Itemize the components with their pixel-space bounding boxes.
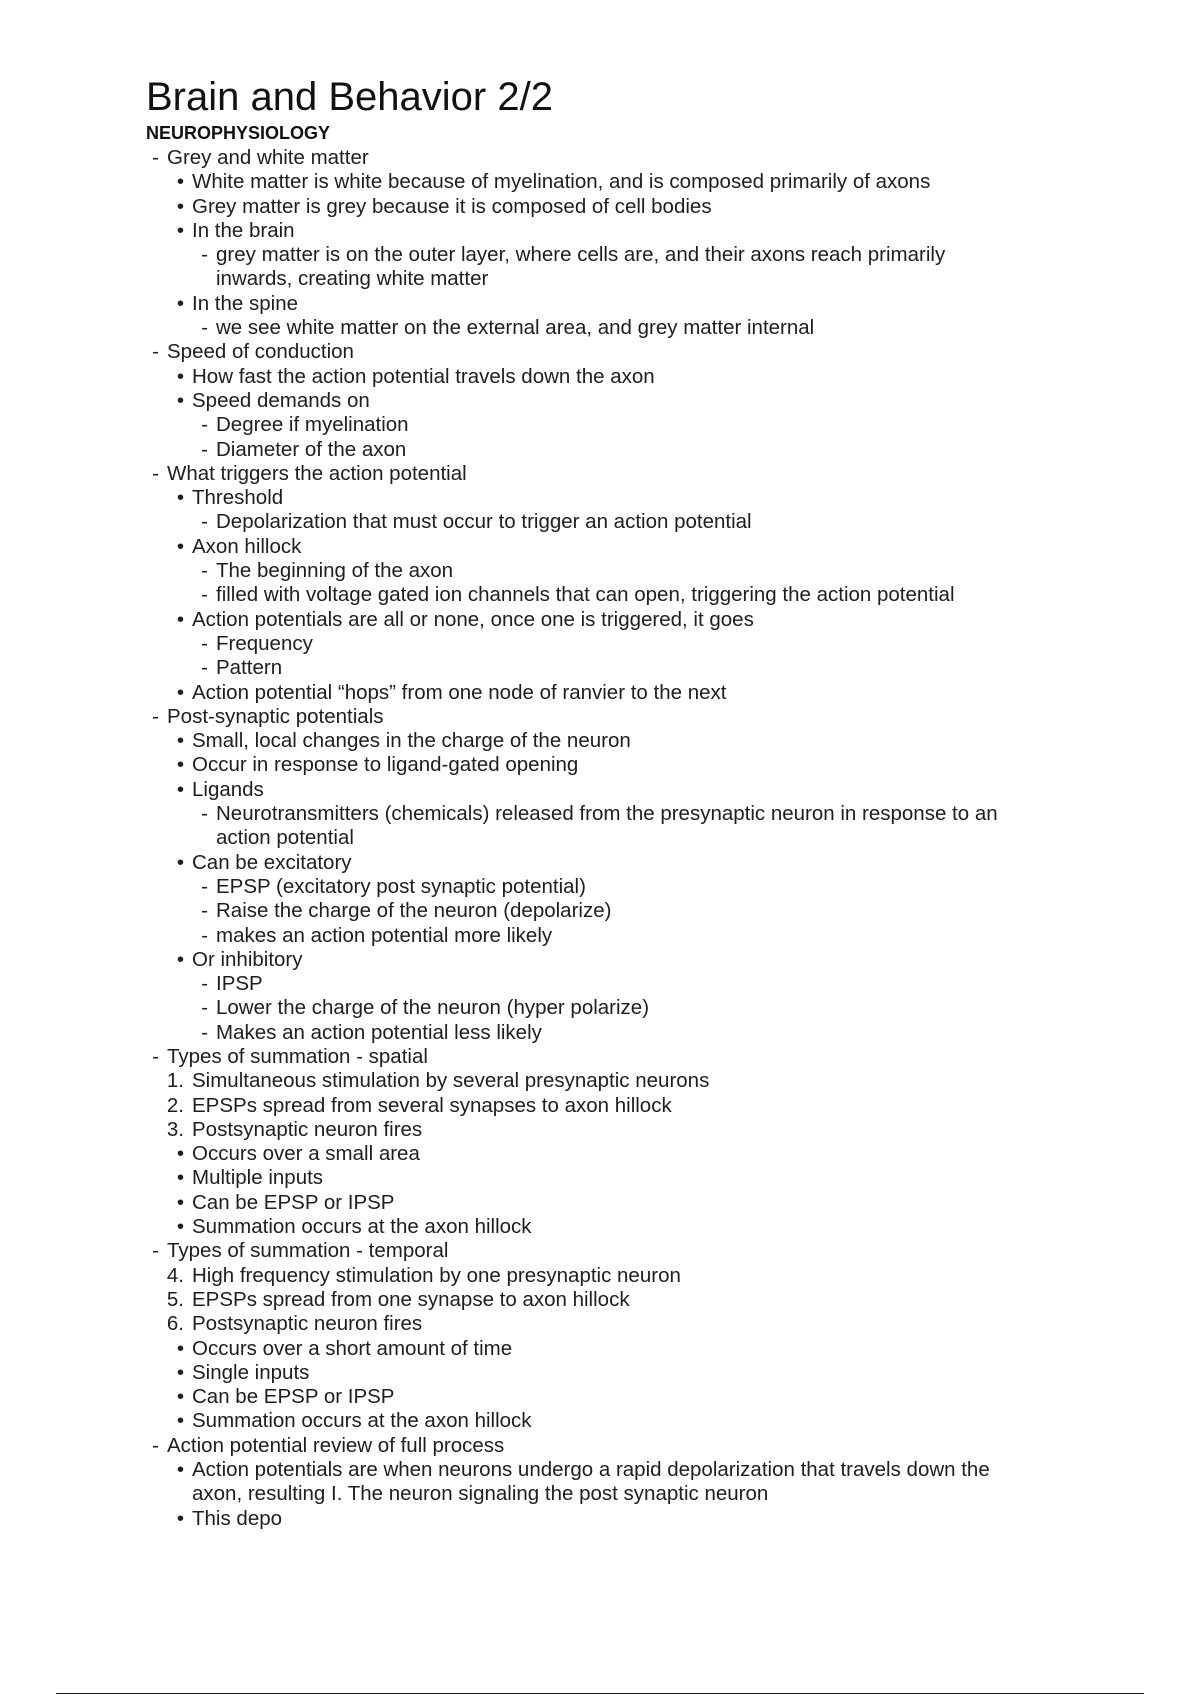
line-text: grey matter is on the outer layer, where cells are, and their axons reach primarily (216, 243, 946, 267)
line-text: Can be EPSP or IPSP (192, 1385, 395, 1409)
outline-line (0, 1434, 1200, 1458)
dash-marker: - (201, 923, 208, 947)
outline-line (0, 972, 1200, 996)
outline-line (0, 656, 1200, 680)
outline-line (0, 681, 1200, 705)
line-text: EPSPs spread from several synapses to axon hillock (192, 1093, 672, 1117)
outline-line (0, 924, 1200, 948)
line-text: White matter is white because of myelination, and is composed primarily of axons (192, 170, 931, 194)
line-text: Post-synaptic potentials (167, 704, 384, 728)
line-text: action potential (216, 826, 354, 850)
bullet-marker: • (176, 534, 184, 558)
dash-marker: - (201, 243, 208, 267)
bullet-marker: • (176, 1336, 184, 1360)
line-text: Makes an action potential less likely (216, 1020, 542, 1044)
outline-line (0, 705, 1200, 729)
line-text: axon, resulting I. The neuron signaling the post synaptic neuron (192, 1482, 769, 1506)
dash-marker: - (201, 1020, 208, 1044)
line-text: This depo (192, 1506, 283, 1530)
outline-line (0, 1094, 1200, 1118)
line-text: we see white matter on the external area, and grey matter internal (216, 316, 815, 340)
outline-line (0, 583, 1200, 607)
line-text: Speed of conduction (167, 340, 354, 364)
outline-line (0, 729, 1200, 753)
outline-line (0, 462, 1200, 486)
outline-line (0, 1191, 1200, 1215)
outline-line (0, 1507, 1200, 1531)
outline-line (0, 535, 1200, 559)
outline-line (0, 1069, 1200, 1093)
bullet-marker: • (176, 1215, 184, 1239)
dash-marker: - (152, 146, 159, 169)
bullet-marker: • (176, 170, 184, 194)
dash-marker: - (201, 899, 208, 923)
dash-marker: - (201, 631, 208, 655)
number-marker: 6. (166, 1312, 184, 1336)
dash-marker: - (201, 583, 208, 607)
line-text: Summation occurs at the axon hillock (192, 1215, 532, 1239)
outline-line (0, 510, 1200, 534)
number-marker: 5. (166, 1287, 184, 1311)
bullet-marker: • (176, 194, 184, 218)
dash-marker: - (152, 704, 159, 728)
line-text: Neurotransmitters (chemicals) released from the presynaptic neuron in response to an (216, 802, 998, 826)
line-text: Frequency (216, 631, 313, 655)
outline-line (0, 219, 1200, 243)
outline-line (0, 1239, 1200, 1263)
outline-line (0, 413, 1200, 437)
outline-line (0, 1361, 1200, 1385)
notes-outline (0, 146, 1200, 1531)
line-text: Single inputs (192, 1360, 310, 1384)
outline-line (0, 1118, 1200, 1142)
line-text: Speed demands on (192, 388, 370, 412)
outline-line (0, 316, 1200, 340)
line-text: Depolarization that must occur to trigger an action potential (216, 510, 752, 534)
bullet-marker: • (176, 1385, 184, 1409)
line-text: How fast the action potential travels down the axon (192, 364, 655, 388)
line-text: In the spine (192, 291, 298, 315)
dash-marker: - (201, 559, 208, 583)
outline-line (0, 195, 1200, 219)
bullet-marker: • (176, 364, 184, 388)
bullet-marker: • (176, 1458, 184, 1482)
line-text: Grey and white matter (167, 146, 369, 169)
bullet-marker: • (176, 729, 184, 753)
number-marker: 2. (166, 1093, 184, 1117)
bullet-marker: • (176, 388, 184, 412)
dash-marker: - (152, 1433, 159, 1457)
dash-marker: - (201, 510, 208, 534)
dash-marker: - (201, 437, 208, 461)
line-text: EPSPs spread from one synapse to axon hillock (192, 1287, 630, 1311)
outline-line (0, 778, 1200, 802)
bullet-marker: • (176, 777, 184, 801)
outline-line (0, 608, 1200, 632)
outline-line (0, 899, 1200, 923)
line-text: High frequency stimulation by one presynaptic neuron (192, 1263, 681, 1287)
line-text: Small, local changes in the charge of the neuron (192, 729, 631, 753)
bullet-marker: • (176, 1166, 184, 1190)
outline-line (0, 632, 1200, 656)
line-text: Raise the charge of the neuron (depolarize) (216, 899, 612, 923)
outline-line (0, 438, 1200, 462)
outline-line (0, 146, 1200, 170)
outline-line (0, 365, 1200, 389)
line-text: Postsynaptic neuron fires (192, 1117, 423, 1141)
line-text: What triggers the action potential (167, 461, 467, 485)
dash-marker: - (152, 340, 159, 364)
bullet-marker: • (176, 850, 184, 874)
outline-line (0, 1385, 1200, 1409)
dash-marker: - (201, 874, 208, 898)
bullet-marker: • (176, 1506, 184, 1530)
bullet-marker: • (176, 1409, 184, 1433)
outline-line (0, 292, 1200, 316)
outline-line (0, 851, 1200, 875)
bullet-marker: • (176, 1190, 184, 1214)
outline-line (0, 559, 1200, 583)
bullet-marker: • (176, 753, 184, 777)
outline-line (0, 826, 1200, 850)
line-text: Types of summation - spatial (167, 1044, 428, 1068)
line-text: inwards, creating white matter (216, 267, 489, 291)
line-text: EPSP (excitatory post synaptic potential) (216, 874, 586, 898)
page-title: Brain and Behavior 2/2 (146, 75, 553, 119)
bullet-marker: • (176, 218, 184, 242)
line-text: Action potentials are all or none, once one is triggered, it goes (192, 607, 754, 631)
dash-marker: - (201, 413, 208, 437)
dash-marker: - (201, 972, 208, 996)
outline-line (0, 948, 1200, 972)
outline-line (0, 1215, 1200, 1239)
line-text: Occurs over a short amount of time (192, 1336, 513, 1360)
line-text: Multiple inputs (192, 1166, 324, 1190)
line-text: Summation occurs at the axon hillock (192, 1409, 532, 1433)
outline-line (0, 1337, 1200, 1361)
bullet-marker: • (176, 1142, 184, 1166)
outline-line (0, 1458, 1200, 1482)
line-text: Can be excitatory (192, 850, 352, 874)
bullet-marker: • (176, 947, 184, 971)
line-text: The beginning of the axon (216, 559, 454, 583)
bullet-marker: • (176, 680, 184, 704)
outline-line (0, 1312, 1200, 1336)
line-text: Action potential “hops” from one node of ranvier to the next (192, 680, 727, 704)
line-text: Occur in response to ligand-gated opening (192, 753, 579, 777)
line-text: Diameter of the axon (216, 437, 407, 461)
line-text: makes an action potential more likely (216, 923, 553, 947)
outline-line (0, 802, 1200, 826)
bullet-marker: • (176, 607, 184, 631)
line-text: Grey matter is grey because it is composed of cell bodies (192, 194, 712, 218)
dash-marker: - (152, 461, 159, 485)
outline-line (0, 1409, 1200, 1433)
line-text: Or inhibitory (192, 947, 303, 971)
outline-line (0, 1288, 1200, 1312)
outline-line (0, 1166, 1200, 1190)
line-text: Action potentials are when neurons undergo a rapid depolarization that travels down the (192, 1458, 990, 1482)
outline-line (0, 1021, 1200, 1045)
dash-marker: - (201, 802, 208, 826)
dash-marker: - (201, 316, 208, 340)
dash-marker: - (152, 1239, 159, 1263)
dash-marker: - (152, 1044, 159, 1068)
outline-line (0, 389, 1200, 413)
line-text: IPSP (216, 972, 263, 996)
line-text: Occurs over a small area (192, 1142, 420, 1166)
outline-line (0, 875, 1200, 899)
outline-line (0, 486, 1200, 510)
line-text: Pattern (216, 656, 283, 680)
outline-line (0, 267, 1200, 291)
outline-line (0, 1045, 1200, 1069)
line-text: filled with voltage gated ion channels that can open, triggering the action potential (216, 583, 955, 607)
bullet-marker: • (176, 486, 184, 510)
line-text: Action potential review of full process (167, 1433, 505, 1457)
line-text: Can be EPSP or IPSP (192, 1190, 395, 1214)
line-text: Types of summation - temporal (167, 1239, 449, 1263)
outline-line (0, 1482, 1200, 1506)
outline-line (0, 1264, 1200, 1288)
line-text: Lower the charge of the neuron (hyper polarize) (216, 996, 650, 1020)
page-bottom-rule (56, 1693, 1144, 1694)
number-marker: 4. (166, 1263, 184, 1287)
outline-line (0, 243, 1200, 267)
outline-line (0, 996, 1200, 1020)
dash-marker: - (201, 656, 208, 680)
outline-line (0, 340, 1200, 364)
outline-line (0, 170, 1200, 194)
dash-marker: - (201, 996, 208, 1020)
line-text: In the brain (192, 218, 295, 242)
line-text: Postsynaptic neuron fires (192, 1312, 423, 1336)
line-text: Ligands (192, 777, 264, 801)
section-heading: NEUROPHYSIOLOGY (146, 123, 331, 143)
line-text: Degree if myelination (216, 413, 409, 437)
line-text: Threshold (192, 486, 284, 510)
number-marker: 1. (166, 1069, 184, 1093)
line-text: Axon hillock (192, 534, 302, 558)
bullet-marker: • (176, 1360, 184, 1384)
outline-line (0, 1142, 1200, 1166)
number-marker: 3. (166, 1117, 184, 1141)
outline-line (0, 753, 1200, 777)
bullet-marker: • (176, 291, 184, 315)
line-text: Simultaneous stimulation by several presynaptic neurons (192, 1069, 710, 1093)
